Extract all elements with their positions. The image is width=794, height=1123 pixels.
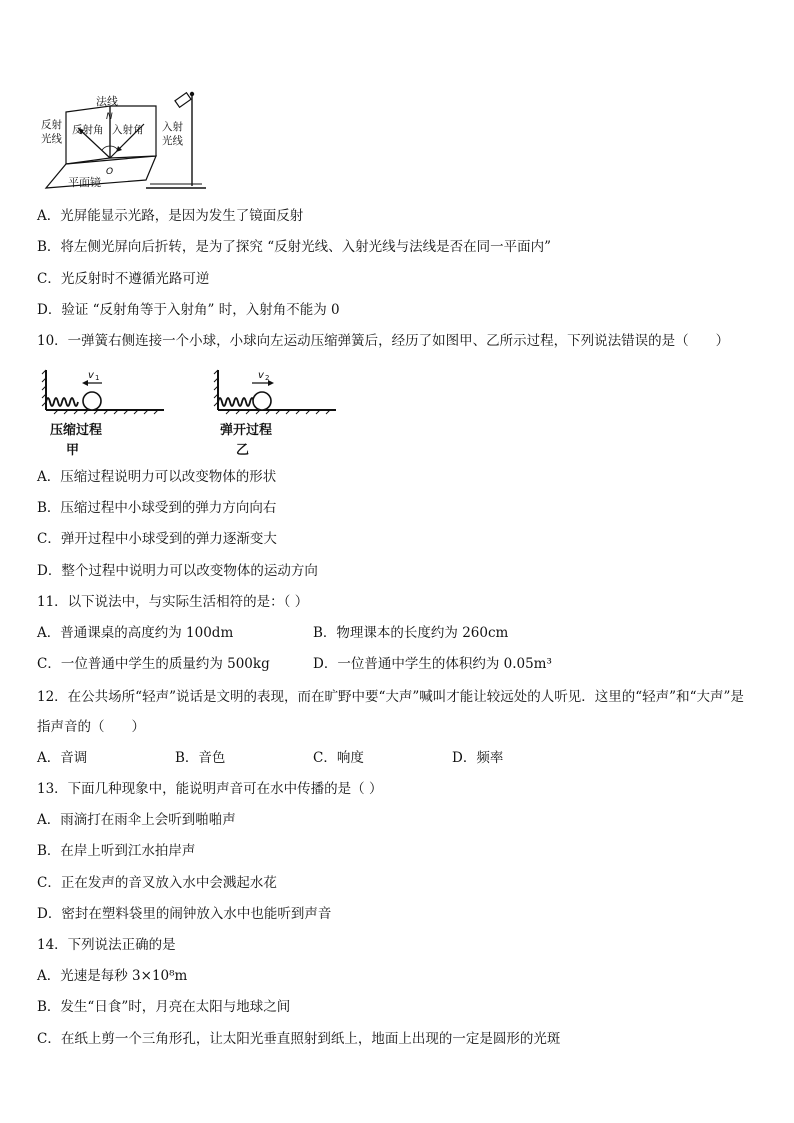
mirror-label: 平面镜: [68, 176, 101, 189]
yi-caption: 弹开过程: [220, 423, 273, 438]
reflect-angle-label: 反射角: [72, 124, 104, 136]
o-label: O: [106, 167, 114, 177]
normal-label: 法线: [96, 95, 118, 108]
q14-option-a: A．光速是每秒 3×10⁸m: [37, 968, 188, 984]
q12-option-d: D．频率: [452, 750, 504, 766]
q9-option-b: B．将左侧光屏向后折转，是为了探究 “反射光线、入射光线与法线是否在同一平面内”: [37, 239, 552, 255]
q13-option-d: D．密封在塑料袋里的闹钟放入水中也能听到声音: [37, 906, 332, 922]
q13-stem: 13．下面几种现象中，能说明声音可在水中传播的是（ ）: [37, 781, 383, 797]
q14-option-c: C．在纸上剪一个三角形孔，让太阳光垂直照射到纸上，地面上出现的一定是圆形的光斑: [37, 1031, 561, 1047]
q9-option-c: C．光反射时不遵循光路可逆: [37, 271, 210, 287]
q12-stem: 12．在公共场所“轻声”说话是文明的表现，而在旷野中要“大声”喊叫才能让较远处的人听见．这里的“轻声”和“大声”是指声音的（ ）: [37, 689, 744, 735]
q10-option-c: C．弹开过程中小球受到的弹力逐渐变大: [37, 531, 277, 547]
incident-ray-label-1: 入射: [162, 121, 183, 133]
q10-option-a: A．压缩过程说明力可以改变物体的形状: [37, 469, 277, 485]
q14-stem: 14．下列说法正确的是: [37, 937, 176, 953]
yi-name: 乙: [236, 443, 250, 456]
q11-option-b: B．物理课本的长度约为 260cm: [313, 625, 509, 641]
reflected-ray-label-2: 光线: [41, 133, 62, 145]
q12-option-a: A．音调: [37, 750, 88, 766]
q12-option-b: B．音色: [175, 750, 226, 766]
q13-option-a: A．雨滴打在雨伞上会听到啪啪声: [37, 812, 236, 828]
q10-option-d: D．整个过程中说明力可以改变物体的运动方向: [37, 563, 318, 579]
q9-option-d: D．验证 “反射角等于入射角” 时，入射角不能为 0: [37, 302, 340, 318]
v2-label: v: [258, 370, 264, 381]
jia-name: 甲: [66, 443, 80, 456]
v1-label: v: [88, 370, 94, 381]
n-label: N: [106, 112, 113, 122]
reflection-diagram: [38, 88, 208, 193]
q13-option-b: B．在岸上听到江水拍岸声: [37, 843, 196, 859]
v1-subscript: 1: [95, 374, 100, 382]
q10-stem: 10．一弹簧右侧连接一个小球，小球向左运动压缩弹簧后，经历了如图甲、乙所示过程，下列说法错误的是（ ）: [37, 333, 730, 349]
q10-option-b: B．压缩过程中小球受到的弹力方向向右: [37, 500, 277, 516]
v2-subscript: 2: [265, 374, 270, 382]
reflected-ray-label-1: 反射: [41, 119, 62, 131]
q13-option-c: C．正在发声的音叉放入水中会溅起水花: [37, 875, 277, 891]
q11-stem: 11．以下说法中，与实际生活相符的是：（ ）: [37, 594, 309, 610]
q12-option-c: C．响度: [313, 750, 364, 766]
q14-option-b: B．发生“日食”时，月亮在太阳与地球之间: [37, 999, 291, 1015]
q11-option-c: C．一位普通中学生的质量约为 500kg: [37, 656, 270, 672]
q11-option-a: A．普通课桌的高度约为 100dm: [37, 625, 234, 641]
incident-ray-label-2: 光线: [162, 135, 183, 147]
q11-option-d: D．一位普通中学生的体积约为 0.05m³: [313, 656, 552, 672]
jia-caption: 压缩过程: [50, 423, 103, 438]
q9-option-a: A．光屏能显示光路，是因为发生了镜面反射: [37, 208, 304, 224]
spring-ball-diagram: [40, 364, 340, 456]
incident-angle-label: 入射角: [112, 124, 144, 136]
